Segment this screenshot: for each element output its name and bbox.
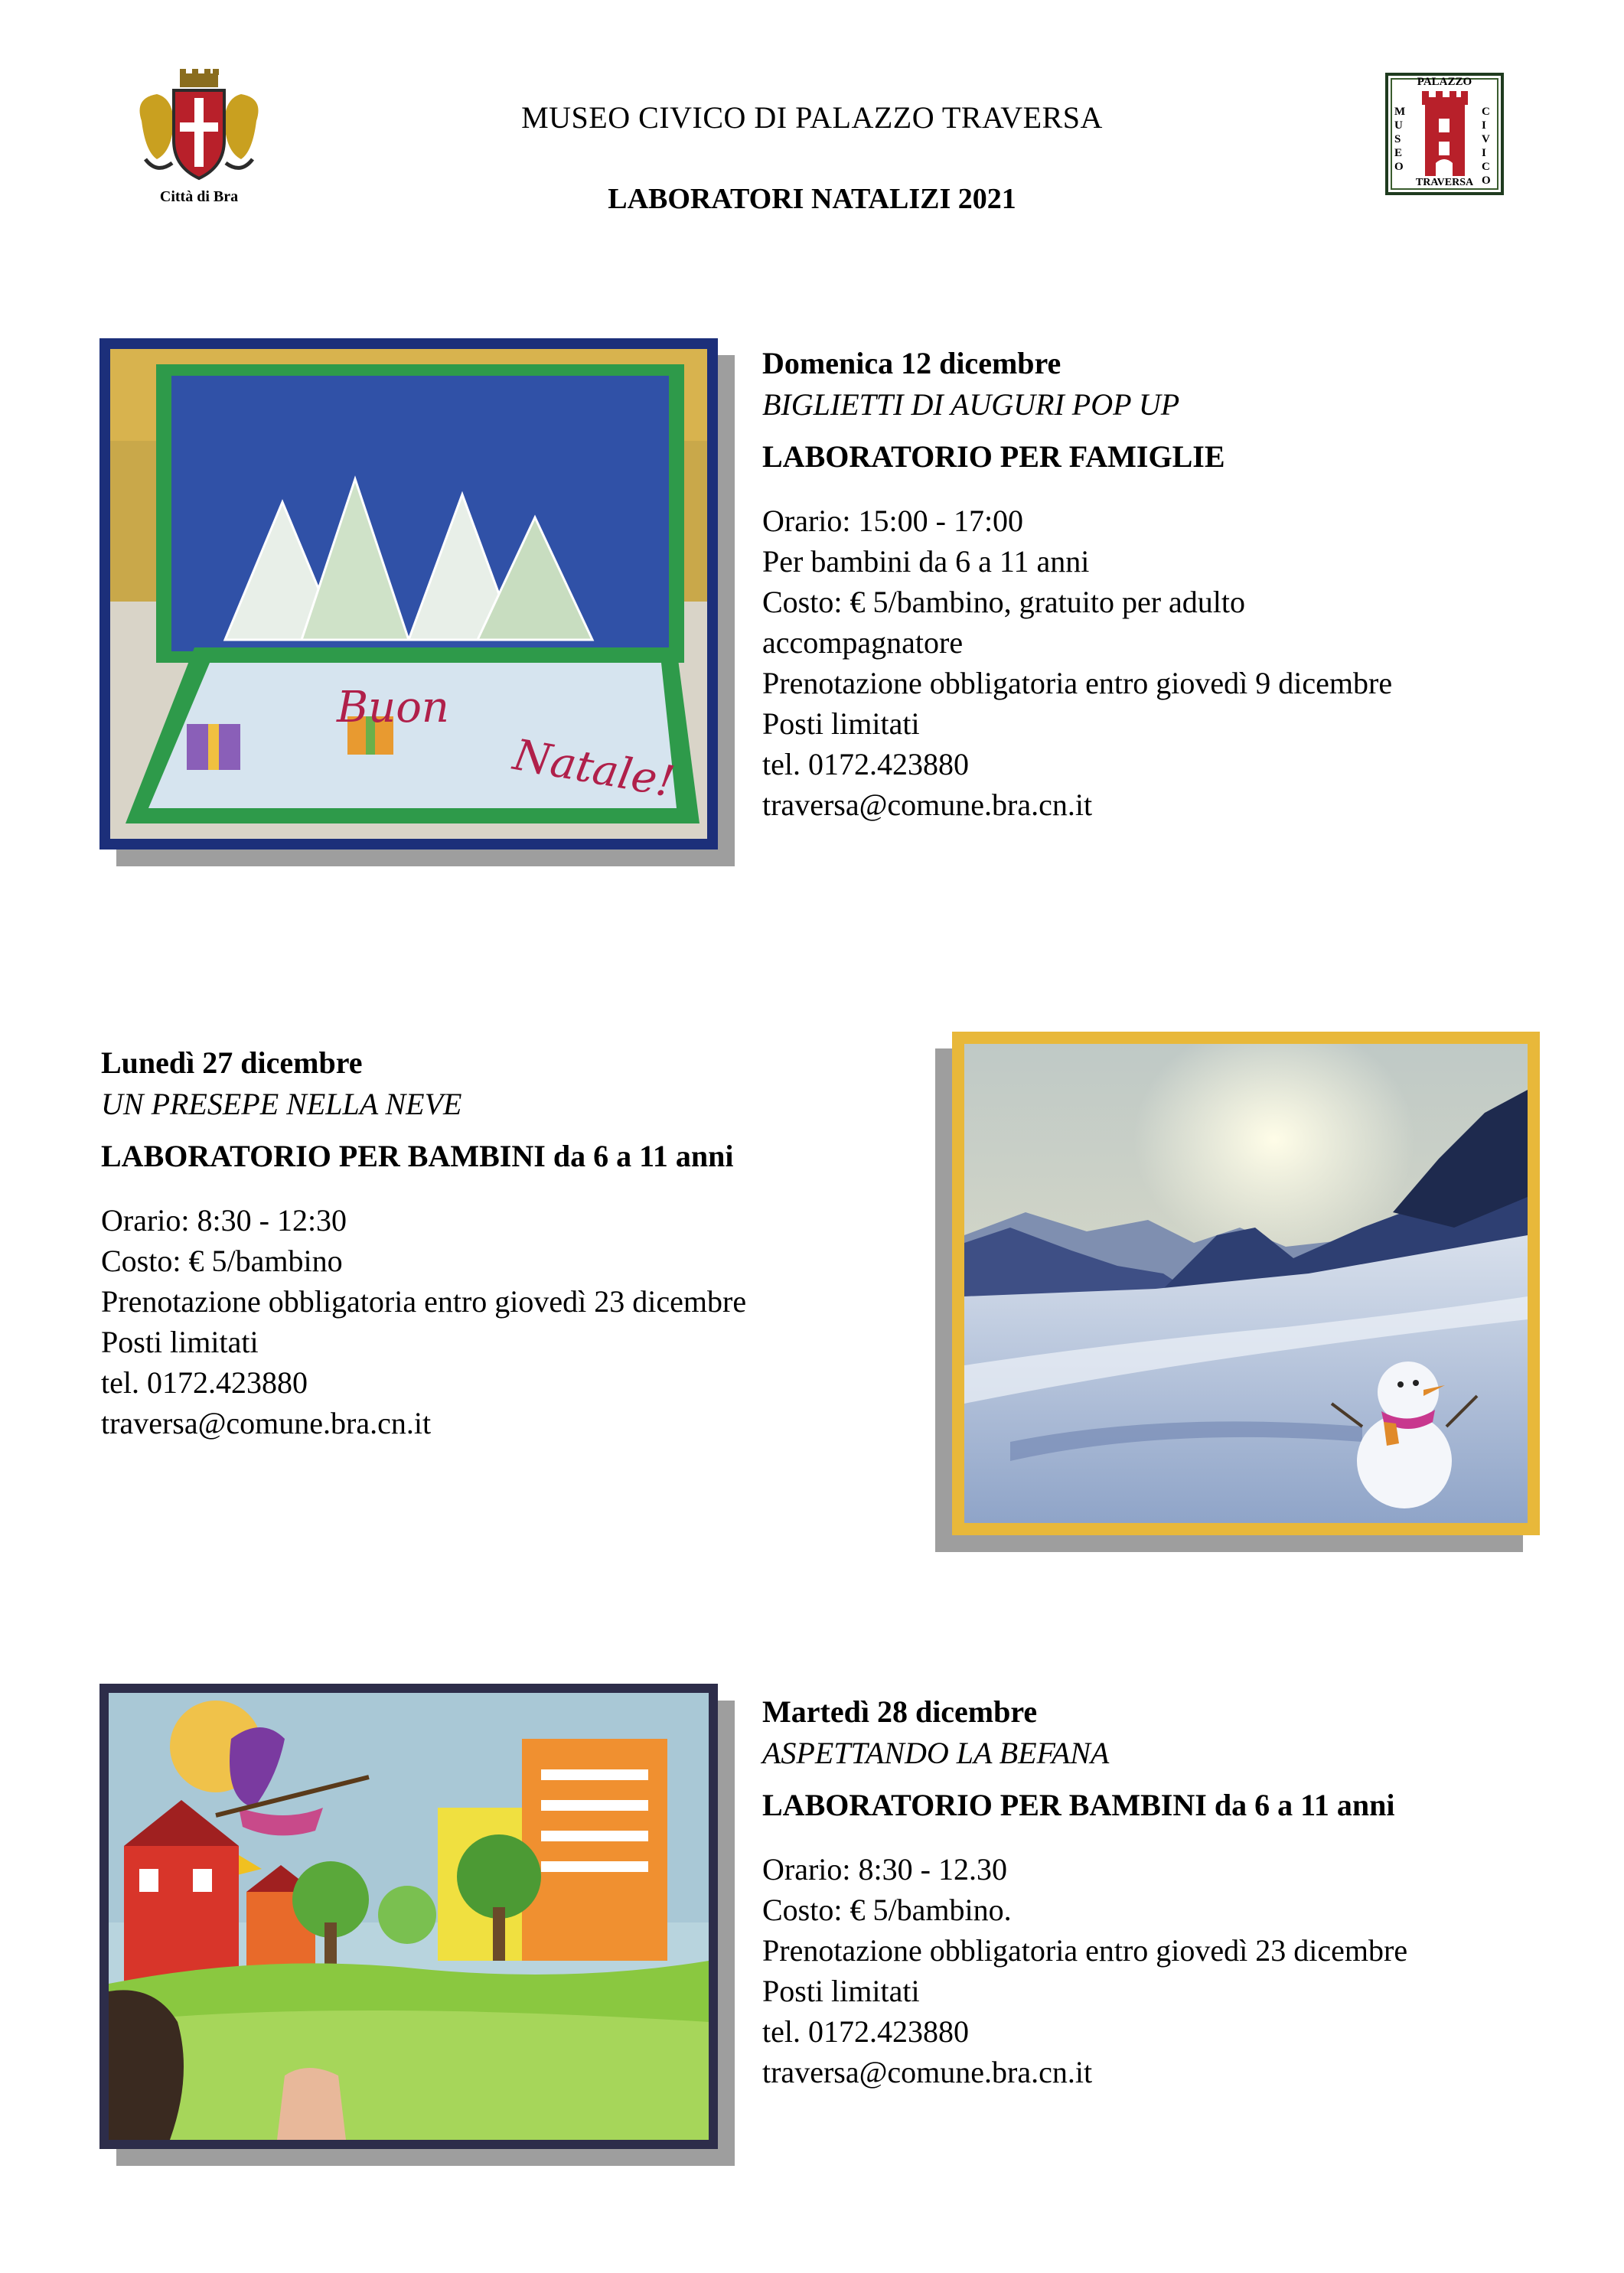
event-1-detail-line: accompagnatore xyxy=(762,625,964,660)
event-3-detail-line: Orario: 8:30 - 12.30 xyxy=(762,1852,1007,1887)
event-1-date: Domenica 12 dicembre xyxy=(762,346,1061,380)
event-1-detail-line: Costo: € 5/bambino, gratuito per adulto xyxy=(762,585,1246,619)
event-1-title: BIGLIETTI DI AUGURI POP UP xyxy=(762,387,1180,422)
event-1-detail-line: Prenotazione obbligatoria entro giovedì 9 dicembre xyxy=(762,666,1393,700)
right-logo-text-left: MUSEO xyxy=(1394,106,1406,173)
event-1-detail-line: Posti limitati xyxy=(762,706,920,741)
event-1-image-greeting-line1: Buon xyxy=(337,683,449,732)
event-2-detail-line: Prenotazione obbligatoria entro giovedì 23 dicembre xyxy=(101,1284,747,1319)
event-3-audience: LABORATORIO PER BAMBINI da 6 a 11 anni xyxy=(762,1788,1395,1822)
event-1-detail-line: tel. 0172.423880 xyxy=(762,747,969,781)
event-2-date: Lunedì 27 dicembre xyxy=(101,1045,363,1080)
event-3-details xyxy=(762,1849,1604,2092)
event-3-detail-line: traversa@comune.bra.cn.it xyxy=(762,2055,1093,2089)
right-logo-text-right: CIVICO xyxy=(1482,106,1491,187)
event-1-info xyxy=(762,343,1604,825)
page-title: MUSEO CIVICO DI PALAZZO TRAVERSA xyxy=(521,100,1103,135)
page-subtitle: LABORATORI NATALIZI 2021 xyxy=(608,183,1016,215)
event-3-image xyxy=(99,1684,735,2166)
right-logo-text-top: PALAZZO xyxy=(1417,76,1472,88)
event-2-detail-line: traversa@comune.bra.cn.it xyxy=(101,1406,432,1440)
right-logo-text-bottom: TRAVERSA xyxy=(1415,177,1474,188)
event-2-title: UN PRESEPE NELLA NEVE xyxy=(101,1087,462,1121)
event-2-image xyxy=(935,1032,1540,1552)
event-2-detail-line: Orario: 8:30 - 12:30 xyxy=(101,1203,347,1238)
event-2-detail-line: Costo: € 5/bambino xyxy=(101,1244,343,1278)
event-1-audience: LABORATORIO PER FAMIGLIE xyxy=(762,439,1225,474)
event-2-audience: LABORATORIO PER BAMBINI da 6 a 11 anni xyxy=(101,1139,734,1173)
event-3-date: Martedì 28 dicembre xyxy=(762,1694,1038,1729)
event-1-image-greeting-line2: Natale! xyxy=(509,730,678,807)
event-2-detail-line: tel. 0172.423880 xyxy=(101,1365,308,1400)
event-2-details xyxy=(101,1200,943,1443)
event-2-info xyxy=(101,1042,943,1443)
left-logo-caption: Città di Bra xyxy=(159,188,239,205)
event-1-image xyxy=(99,338,735,866)
event-3-title: ASPETTANDO LA BEFANA xyxy=(762,1736,1110,1770)
event-3-detail-line: Costo: € 5/bambino. xyxy=(762,1893,1012,1927)
event-1-detail-line: Per bambini da 6 a 11 anni xyxy=(762,544,1090,579)
event-3-detail-line: Prenotazione obbligatoria entro giovedì 23 dicembre xyxy=(762,1933,1408,1968)
event-3-detail-line: Posti limitati xyxy=(762,1974,920,2008)
event-3-detail-line: tel. 0172.423880 xyxy=(762,2014,969,2049)
event-1-detail-line: Orario: 15:00 - 17:00 xyxy=(762,504,1024,538)
event-2-detail-line: Posti limitati xyxy=(101,1325,259,1359)
event-3-info xyxy=(762,1691,1604,2092)
event-1-details xyxy=(762,501,1604,825)
event-1-detail-line: traversa@comune.bra.cn.it xyxy=(762,788,1093,822)
